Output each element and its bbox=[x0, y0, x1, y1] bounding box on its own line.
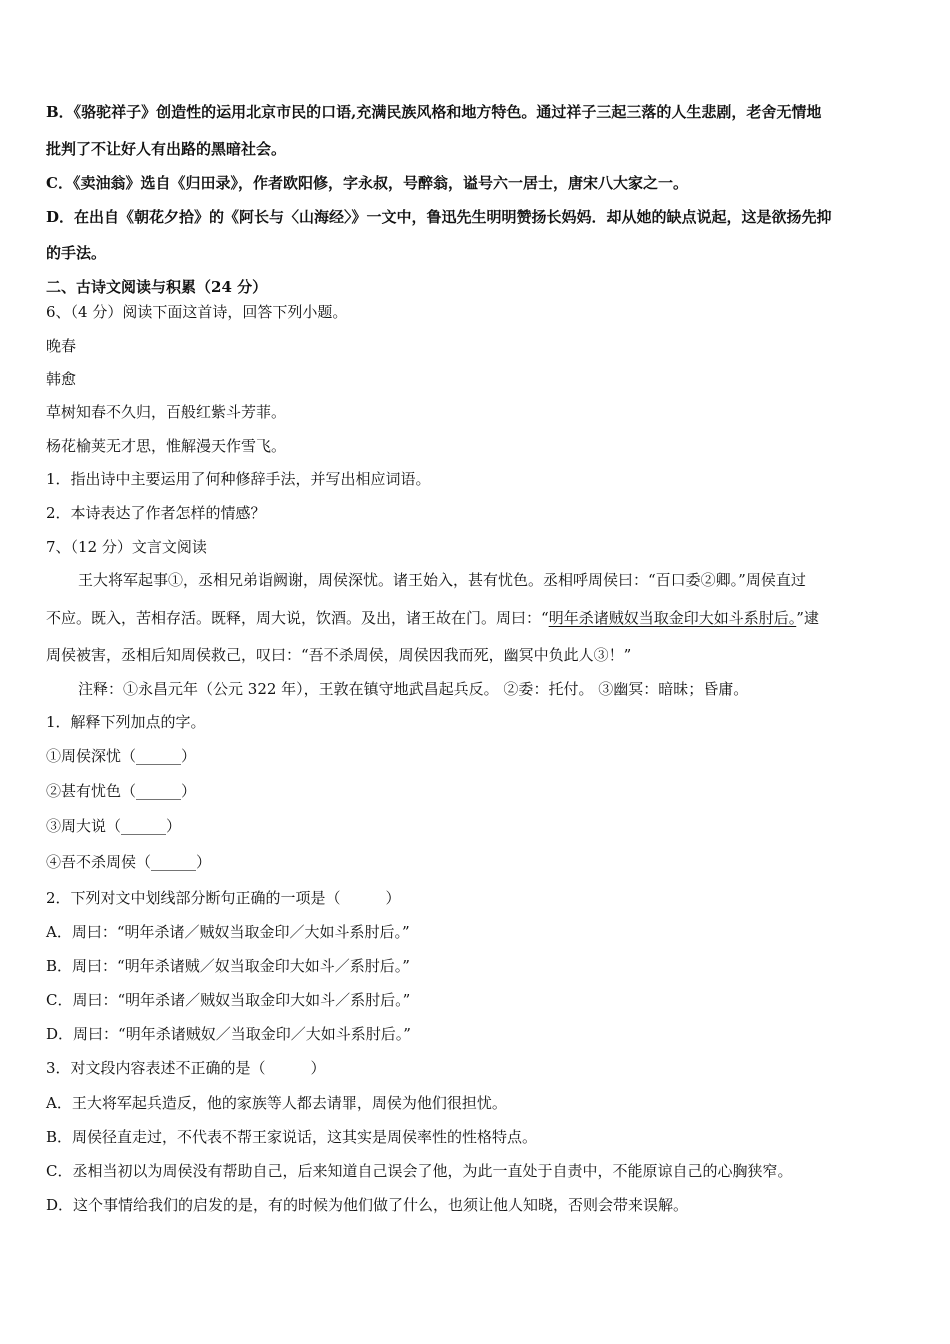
q6-intro: 6、（4 分）阅读下面这首诗，回答下列小题。 bbox=[46, 303, 348, 321]
poem-author: 韩愈 bbox=[46, 370, 77, 388]
word-item-3: ③周大说（______） bbox=[46, 817, 182, 835]
word-item-1: ①周侯深忧（______） bbox=[46, 747, 197, 765]
section-heading: 二、古诗文阅读与积累（24 分） bbox=[46, 278, 268, 296]
passage-line-1: 王大将军起事①，丞相兄弟诣阙谢，周侯深忧。诸王始入，甚有忧色。丞相呼周侯曰：“百口委②卿。”周侯直过 bbox=[78, 571, 806, 589]
option-b-line2: 批判了不让好人有出路的黑暗社会。 bbox=[46, 140, 287, 158]
sub3-option-a: A．王大将军起兵造反，他的家族等人都去请罪，周侯为他们很担忧。 bbox=[46, 1094, 507, 1112]
passage-notes: 注释：①永昌元年（公元 322 年），王敦在镇守地武昌起兵反。 ②委：托付。 ③幽冥：暗昧；昏庸。 bbox=[78, 680, 749, 698]
passage-line-2-end: ”逮 bbox=[796, 609, 819, 627]
sub2-option-d: D．周曰：“明年杀诸贼奴／当取金印／大如斗系肘后。” bbox=[46, 1025, 411, 1043]
sub3-option-d: D．这个事情给我们的启发的是，有的时候为他们做了什么，也须让他人知晓，否则会带来误解。 bbox=[46, 1196, 689, 1214]
word-item-2: ②甚有忧色（______） bbox=[46, 782, 197, 800]
poem-verse-2: 杨花榆荚无才思，惟解漫天作雪飞。 bbox=[46, 437, 287, 455]
sub2-option-c: C．周曰：“明年杀诸／贼奴当取金印大如斗／系肘后。” bbox=[46, 991, 411, 1009]
q7-sub3: 3．对文段内容表述不正确的是（ ） bbox=[46, 1059, 326, 1077]
sub2-option-a: A．周曰：“明年杀诸／贼奴当取金印／大如斗系肘后。” bbox=[46, 923, 410, 941]
q6-sub2: 2．本诗表达了作者怎样的情感？ bbox=[46, 504, 266, 522]
word-item-4: ④吾不杀周侯（______） bbox=[46, 853, 212, 871]
q7-intro: 7、（12 分）文言文阅读 bbox=[46, 538, 207, 556]
sub3-option-c: C．丞相当初以为周侯没有帮助自己，后来知道自己误会了他，为此一直处于自责中，不能原谅自己的心胸狭窄。 bbox=[46, 1162, 793, 1180]
q7-sub2: 2．下列对文中划线部分断句正确的一项是（ ） bbox=[46, 889, 401, 907]
underlined-sentence: 明年杀诸贼奴当取金印大如斗系肘后。 bbox=[548, 609, 797, 627]
passage-line-2 bbox=[46, 606, 908, 630]
passage-line-2-start: 不应。既入，苦相存活。既释，周大说，饮酒。及出，诸王故在门。周曰：“ bbox=[46, 609, 549, 627]
q6-sub1: 1．指出诗中主要运用了何种修辞手法，并写出相应词语。 bbox=[46, 470, 431, 488]
option-d-line1: D．在出自《朝花夕拾》的《阿长与〈山海经〉》一文中，鲁迅先生明明赞扬长妈妈．却从她的缺点说起，这是欲扬先抑 bbox=[46, 208, 832, 226]
option-d-line2: 的手法。 bbox=[46, 244, 107, 262]
option-c: C．《卖油翁》选自《归田录》，作者欧阳修，字永叔，号醉翁，谥号六一居士，唐宋八大家之一。 bbox=[46, 174, 688, 192]
q7-sub1: 1．解释下列加点的字。 bbox=[46, 713, 206, 731]
sub2-option-b: B．周曰：“明年杀诸贼／奴当取金印大如斗／系肘后。” bbox=[46, 957, 410, 975]
sub3-option-b: B．周侯径直走过，不代表不帮王家说话，这其实是周侯率性的性格特点。 bbox=[46, 1128, 538, 1146]
option-b-line1: B．《骆驼祥子》创造性的运用北京市民的口语,充满民族风格和地方特色。通过祥子三起三落的人生悲剧，老舍无情地 bbox=[46, 103, 822, 121]
poem-title: 晚春 bbox=[46, 337, 77, 355]
poem-verse-1: 草树知春不久归，百般红紫斗芳菲。 bbox=[46, 403, 287, 421]
passage-line-3: 周侯被害，丞相后知周侯救己，叹曰：“吾不杀周侯，周侯因我而死，幽冥中负此人③！” bbox=[46, 646, 632, 664]
